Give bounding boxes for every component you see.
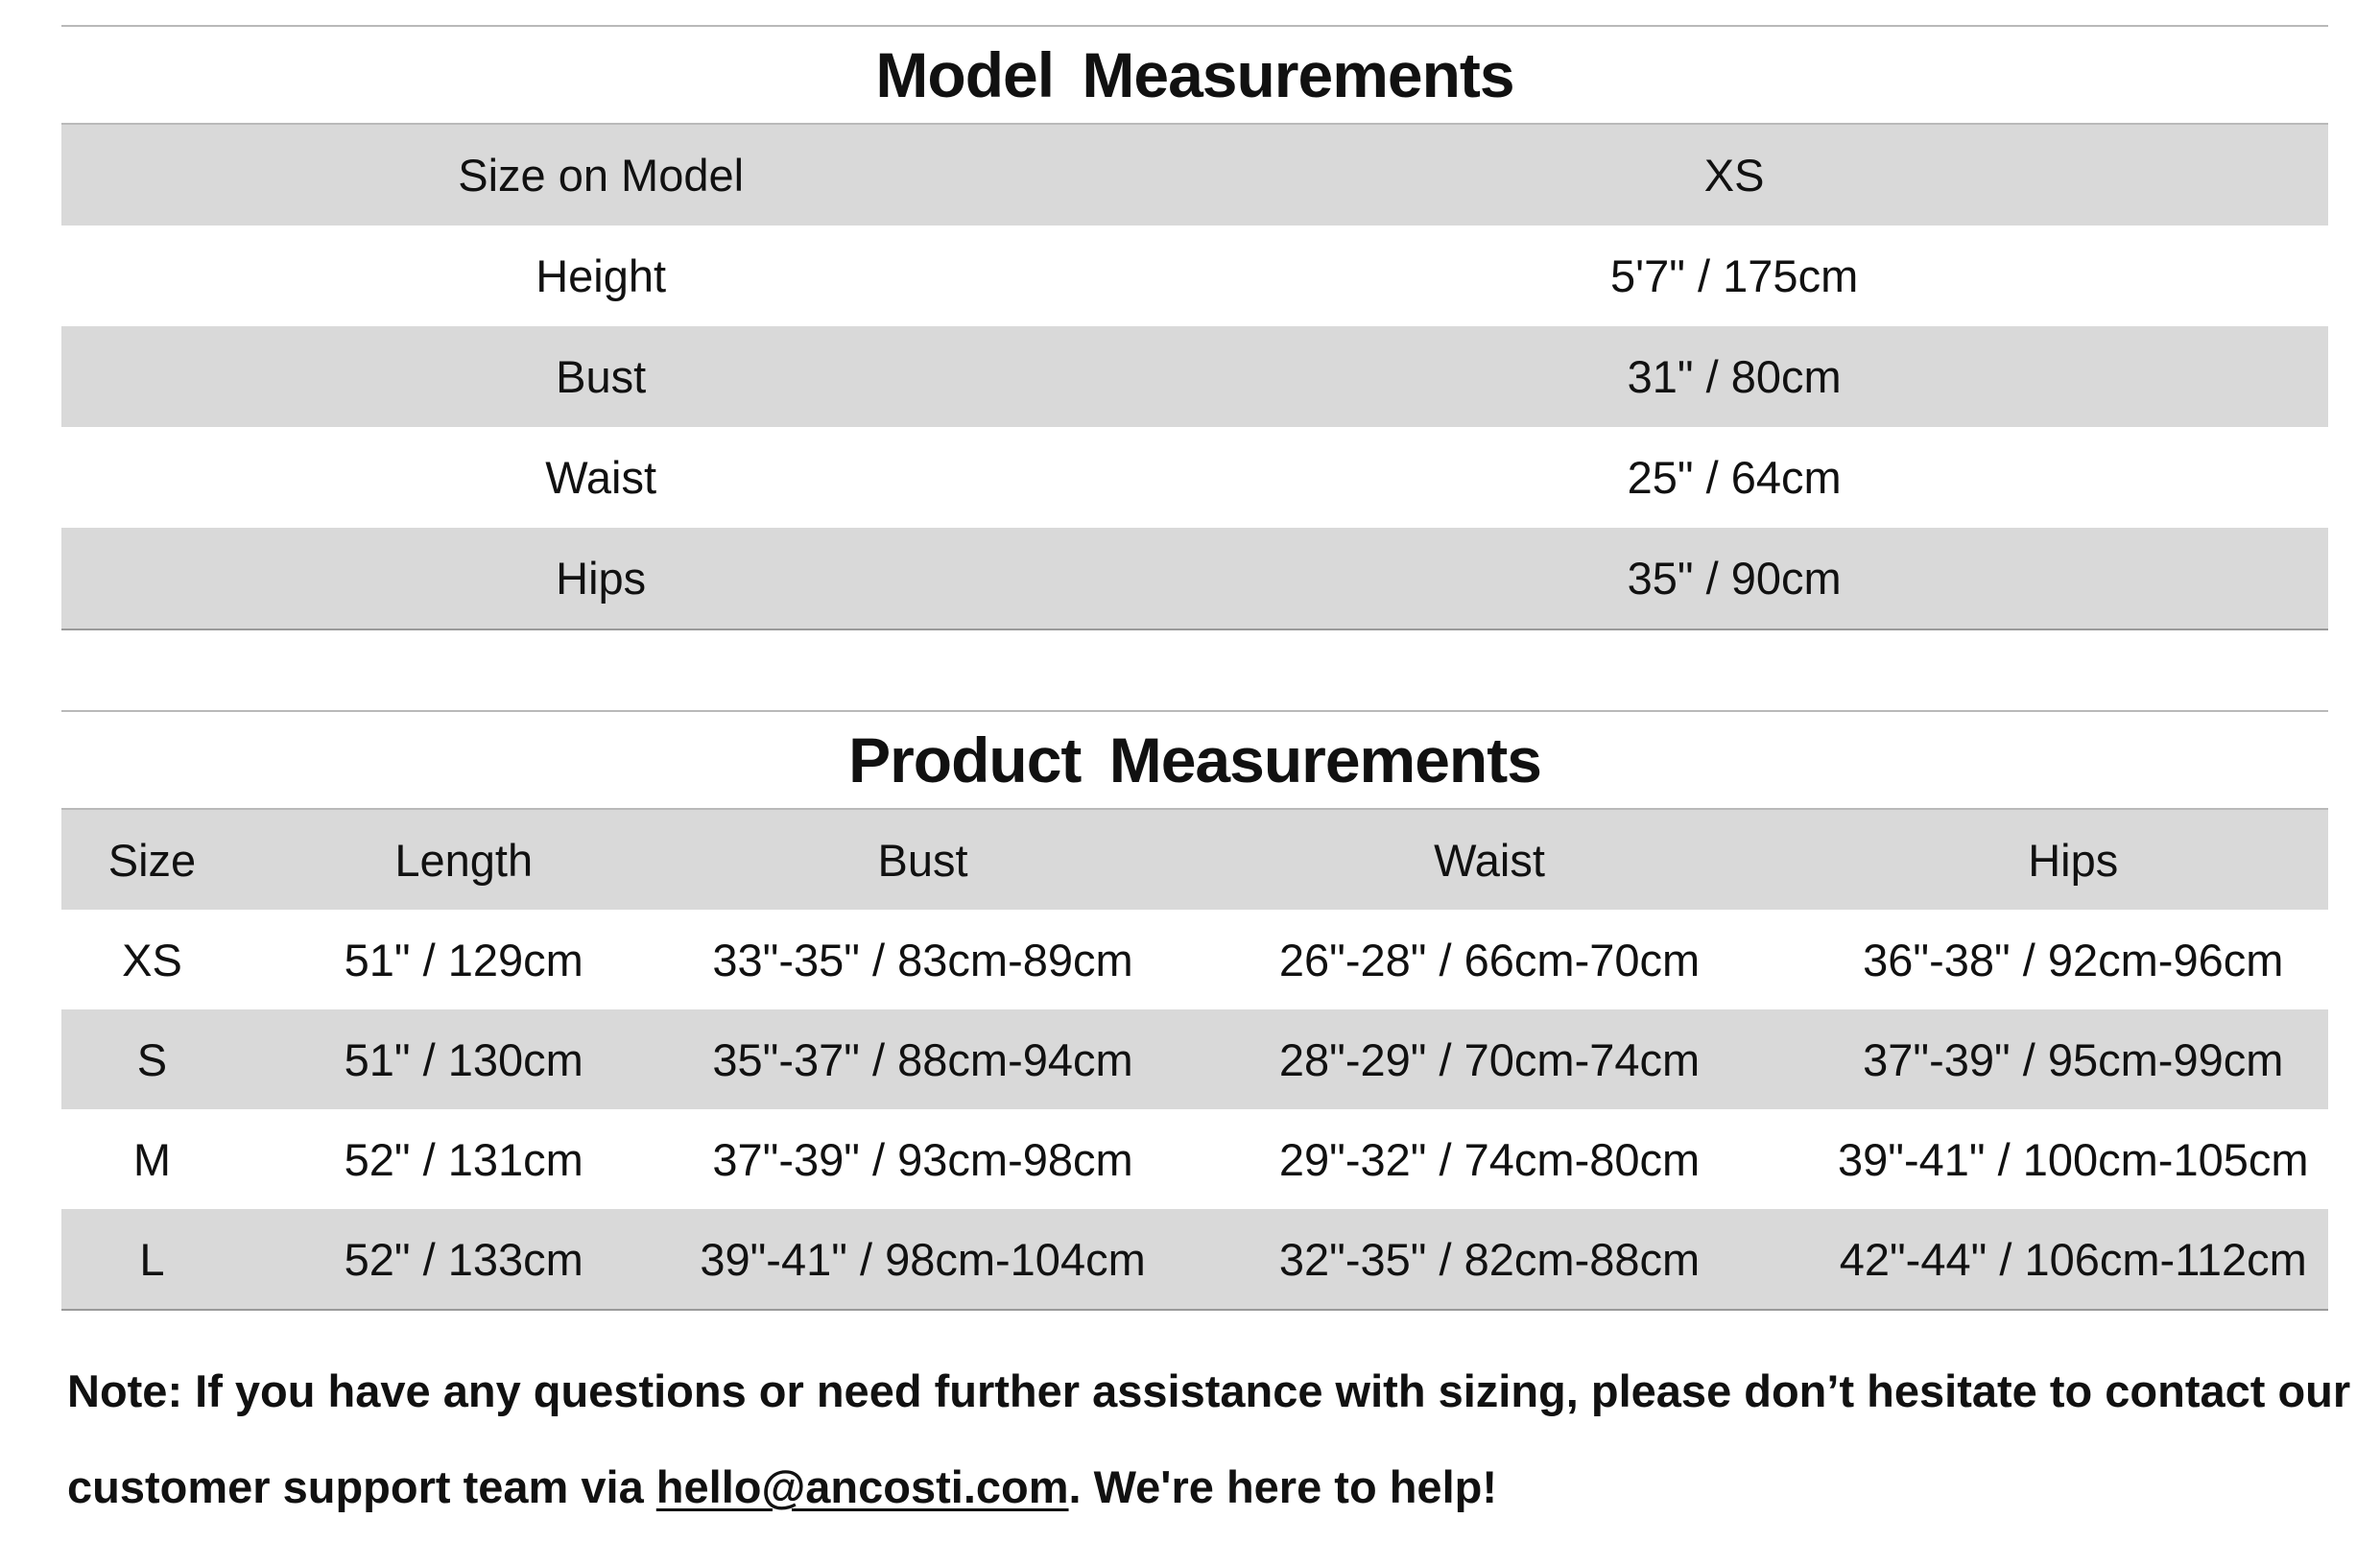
- bust-cell: 39"-41" / 98cm-104cm: [685, 1209, 1161, 1310]
- model-label-waist: Waist: [545, 452, 657, 503]
- table-header-row: [61, 810, 2328, 910]
- table-row: [61, 1109, 2328, 1209]
- size-cell: XS: [122, 934, 182, 985]
- table-row: [61, 326, 2328, 427]
- bust-cell: 37"-39" / 93cm-98cm: [712, 1133, 1133, 1185]
- column-header-length: Length: [243, 810, 685, 910]
- length-cell: 52" / 133cm: [243, 1209, 685, 1310]
- model-label-height: Height: [536, 250, 667, 301]
- column-header-hips: Hips: [1819, 810, 2328, 910]
- model-value-size: XS: [1140, 125, 2328, 225]
- product-measurements-section: [61, 710, 2328, 1311]
- hips-cell: 37"-39" / 95cm-99cm: [1819, 1009, 2328, 1109]
- length-cell: 51" / 129cm: [344, 934, 583, 985]
- model-label-bust: Bust: [61, 326, 1140, 427]
- column-header-waist: Waist: [1161, 810, 1819, 910]
- column-header-size: Size: [61, 810, 243, 910]
- table-row: [61, 427, 2328, 528]
- product-measurements-table: [61, 810, 2328, 1311]
- model-value-waist: 25" / 64cm: [1627, 452, 1842, 503]
- model-title-row: [61, 25, 2328, 125]
- bust-cell: 33"-35" / 83cm-89cm: [712, 934, 1133, 985]
- model-measurements-title: Model Measurements: [875, 39, 1514, 110]
- waist-cell: 26"-28" / 66cm-70cm: [1278, 934, 1701, 985]
- model-value-hips: 35" / 90cm: [1140, 528, 2328, 629]
- column-header-bust: Bust: [685, 810, 1161, 910]
- model-measurements-table: [61, 125, 2328, 630]
- table-row: [61, 125, 2328, 225]
- model-measurements-section: [61, 25, 2328, 630]
- table-row: [61, 910, 2328, 1009]
- support-email-link[interactable]: hello@ancosti.com: [655, 1461, 1069, 1512]
- size-cell: L: [61, 1209, 243, 1310]
- waist-cell: 32"-35" / 82cm-88cm: [1161, 1209, 1819, 1310]
- model-label-hips: Hips: [61, 528, 1140, 629]
- size-cell: M: [132, 1133, 172, 1185]
- waist-cell: 29"-32" / 74cm-80cm: [1278, 1133, 1701, 1185]
- model-value-bust: 31" / 80cm: [1140, 326, 2328, 427]
- support-note: [67, 1343, 2351, 1535]
- table-row: [61, 225, 2328, 326]
- hips-cell: 39"-41" / 100cm-105cm: [1837, 1133, 2309, 1185]
- model-label-size: Size on Model: [61, 125, 1140, 225]
- table-row: [61, 1209, 2328, 1310]
- size-cell: S: [61, 1009, 243, 1109]
- length-cell: 52" / 131cm: [344, 1133, 583, 1185]
- table-row: [61, 1009, 2328, 1109]
- waist-cell: 28"-29" / 70cm-74cm: [1161, 1009, 1819, 1109]
- note-text: Note: If you have any questions or need further assistance with sizing, please don’t hesitate to contact our customer support team via: [67, 1365, 2351, 1512]
- product-measurements-title: Product Measurements: [848, 724, 1541, 795]
- model-value-height: 5'7" / 175cm: [1610, 250, 1859, 301]
- table-row: [61, 528, 2328, 629]
- bust-cell: 35"-37" / 88cm-94cm: [685, 1009, 1161, 1109]
- note-suffix: . We're here to help!: [1068, 1461, 1497, 1512]
- length-cell: 51" / 130cm: [243, 1009, 685, 1109]
- hips-cell: 36"-38" / 92cm-96cm: [1863, 934, 2284, 985]
- product-title-row: [61, 710, 2328, 810]
- hips-cell: 42"-44" / 106cm-112cm: [1819, 1209, 2328, 1310]
